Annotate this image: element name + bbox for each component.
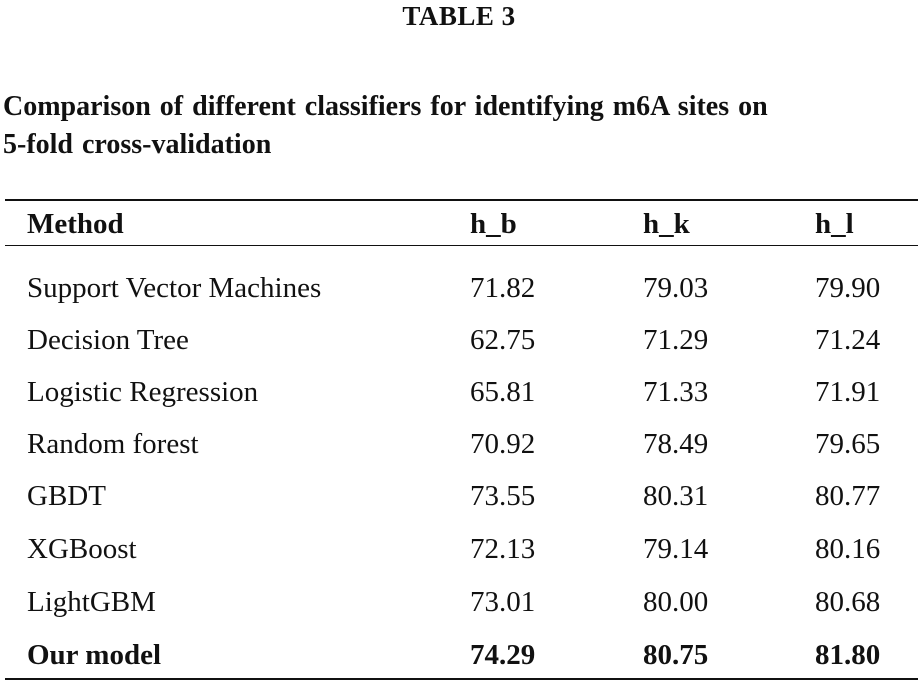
cell-method: Logistic Regression [27,376,259,408]
cell-h-k: 80.00 [643,586,709,618]
caption-line-1: Comparison of different classifiers for identifying m6A sites on [3,91,768,122]
header-h-k: h_k [643,208,690,240]
cell-method: Decision Tree [27,324,189,356]
cell-method: GBDT [27,480,106,512]
top-rule [5,199,918,201]
cell-h-k: 78.49 [643,428,709,460]
cell-h-b: 73.55 [470,480,536,512]
cell-h-l: 71.24 [815,324,881,356]
cell-h-b: 65.81 [470,376,536,408]
header-rule [5,245,918,246]
cell-method: Random forest [27,428,199,460]
header-h-b: h_b [470,208,517,240]
header-h-l: h_l [815,208,854,240]
cell-h-l: 80.77 [815,480,881,512]
cell-h-k: 80.75 [643,639,709,671]
bottom-rule [5,678,918,680]
cell-h-b: 73.01 [470,586,536,618]
cell-h-k: 71.29 [643,324,709,356]
caption-line-2: 5-fold cross-validation [3,129,272,160]
cell-h-l: 79.90 [815,272,881,304]
cell-method: Our model [27,639,161,671]
table-label: TABLE 3 [402,1,516,31]
cell-h-l: 80.68 [815,586,881,618]
cell-h-b: 71.82 [470,272,536,304]
cell-h-l: 79.65 [815,428,881,460]
cell-method: LightGBM [27,586,156,618]
cell-h-b: 62.75 [470,324,536,356]
cell-h-l: 81.80 [815,639,881,671]
cell-h-k: 71.33 [643,376,709,408]
header-method: Method [27,208,124,240]
cell-h-b: 74.29 [470,639,536,671]
cell-method: XGBoost [27,533,137,565]
cell-method: Support Vector Machines [27,272,322,304]
cell-h-k: 80.31 [643,480,709,512]
cell-h-l: 71.91 [815,376,881,408]
cell-h-b: 70.92 [470,428,536,460]
cell-h-k: 79.03 [643,272,709,304]
cell-h-b: 72.13 [470,533,536,565]
cell-h-l: 80.16 [815,533,881,565]
table-caption [3,88,918,164]
cell-h-k: 79.14 [643,533,709,565]
